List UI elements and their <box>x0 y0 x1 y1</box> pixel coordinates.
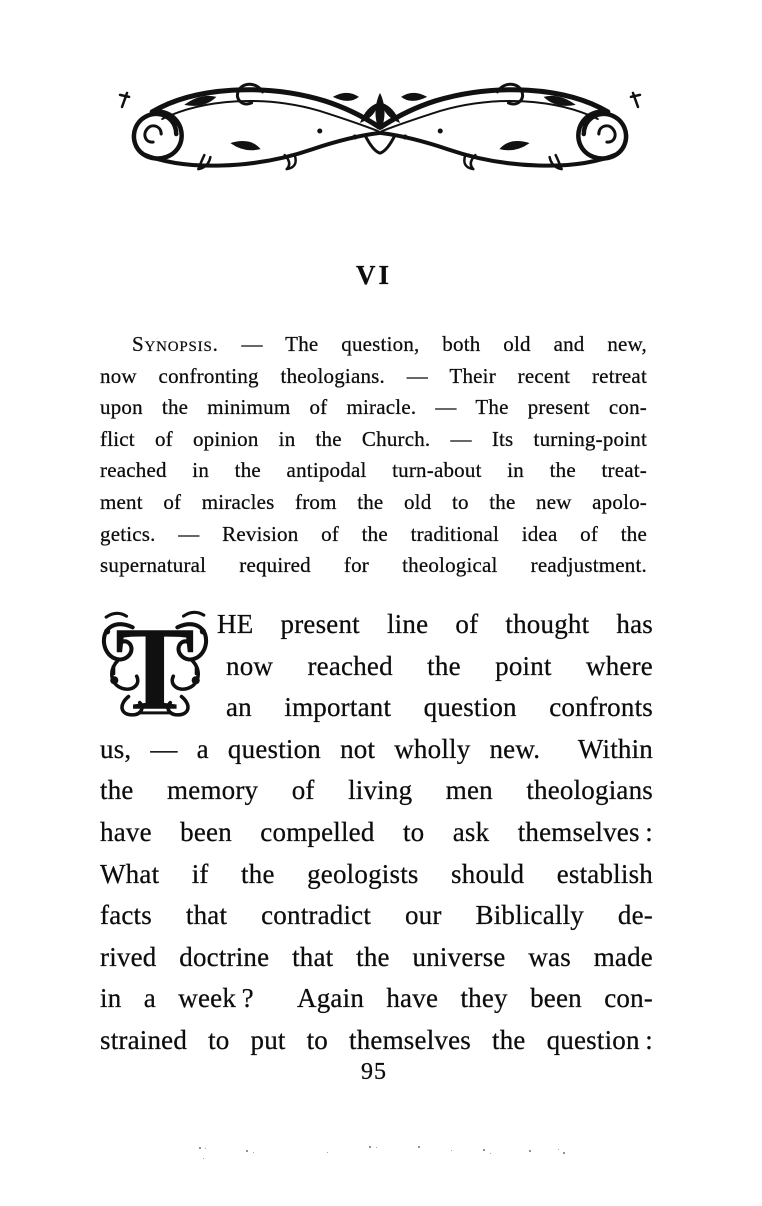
synopsis-line: flict of opinion in the Church. — Its turning-point <box>100 426 647 451</box>
synopsis-line: supernatural required for theological readjustment. <box>100 553 647 578</box>
synopsis-line-text: — The question, both old and new, <box>218 332 647 356</box>
body-line: What if the geologists should establish <box>100 858 653 889</box>
body-line: have been compelled to ask themselves : <box>100 816 653 847</box>
synopsis-paragraph <box>100 329 647 582</box>
body-line: an important question confronts <box>226 692 653 723</box>
body-line: in a week ? Again have they been con- <box>100 983 653 1014</box>
body-line: facts that contradict our Biblically de- <box>100 900 653 931</box>
body-line: the memory of living men theologians <box>100 775 653 806</box>
drop-cap-letter: T <box>114 607 196 721</box>
synopsis-line: now confronting theologians. — Their recent retreat <box>100 363 647 388</box>
chapter-heading: VI <box>355 260 392 290</box>
headpiece-ornament-icon <box>114 78 646 172</box>
synopsis-line: ment of miracles from the old to the new apolo- <box>100 489 647 514</box>
synopsis-line: getics. — Revision of the traditional idea of the <box>100 521 647 546</box>
page-number: 95 <box>361 1059 387 1085</box>
body-paragraph <box>100 604 653 1062</box>
synopsis-line: reached in the antipodal turn-about in the treat- <box>100 458 647 483</box>
synopsis-line: upon the minimum of miracle. — The present con- <box>100 395 647 420</box>
synopsis-lead-word: Synopsis. <box>132 332 219 356</box>
body-line: rived doctrine that the universe was made <box>100 941 653 972</box>
body-line: strained to put to themselves the question : <box>100 1024 653 1055</box>
drop-cap-initial <box>98 607 212 721</box>
synopsis-line <box>100 329 647 361</box>
body-line: HE present line of thought has <box>217 609 653 639</box>
body-line: now reached the point where <box>226 650 653 681</box>
body-line: us, — a question not wholly new. Within <box>100 733 653 764</box>
